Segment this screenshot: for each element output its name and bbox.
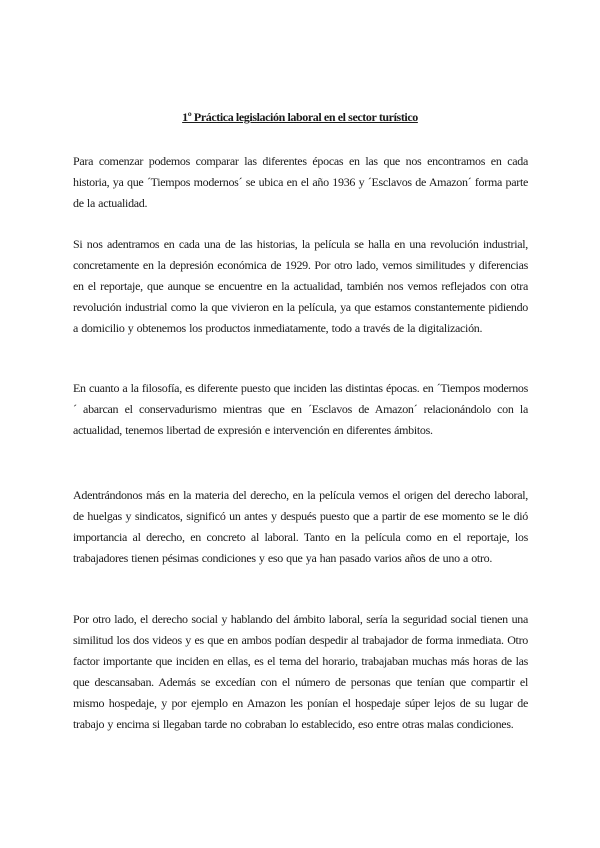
paragraph-derecho-social: Por otro lado, el derecho social y hablando del ámbito laboral, sería la seguridad social tienen una similitud los dos videos y es que en ambos podían despedir al trabajador de forma inmediata. Otro factor importante que inciden en ellas, es el tema del horario, trabajaban muchas más horas de las que descansaban. Además se excedían con el número de personas que tenían que compartir el mismo hospedaje, y por ejemplo en Amazon les ponían el hospedaje súper lejos de su lugar de trabajo y encima si llegaban tarde no cobraban lo establecido, eso entre otras malas condiciones.: [73, 612, 528, 731]
paragraph-intro: Para comenzar podemos comparar las diferentes épocas en las que nos encontramos en cada historia, ya que ´Tiempos modernos´ se ubica en el año 1936 y ´Esclavos de Amazon´ forma parte de la actualidad.: [73, 154, 528, 210]
paragraph-filosofia: En cuanto a la filosofía, es diferente puesto que inciden las distintas épocas. en ´Tiempos modernos´ abarcan el conservadurismo mientras que en ´Esclavos de Amazon´ relacionándolo con la actualidad, tenemos libertad de expresión e intervención en diferentes ámbitos.: [73, 381, 528, 437]
document-title: 1º Práctica legislación laboral en el sector turístico: [182, 110, 418, 124]
paragraph-historias: Si nos adentramos en cada una de las historias, la película se halla en una revolución industrial, concretamente en la depresión económica de 1929. Por otro lado, vemos similitudes y diferencias en el reportaje, que aunque se encuentre en la actualidad, también nos vemos reflejados con otra revolución industrial como la que vivieron en la película, ya que estamos constantemente pidiendo a domicilio y obtenemos los productos inmediatamente, todo a través de la digitalización.: [73, 237, 528, 335]
paragraph-derecho: Adentrándonos más en la materia del derecho, en la película vemos el origen del derecho laboral, de huelgas y sindicatos, significó un antes y después puesto que a partir de ese momento se le dió importancia al derecho, en concreto al laboral. Tanto en la película como en el reportaje, los trabajadores tienen pésimas condiciones y eso que ya han pasado varios años de uno a otro.: [73, 488, 528, 565]
